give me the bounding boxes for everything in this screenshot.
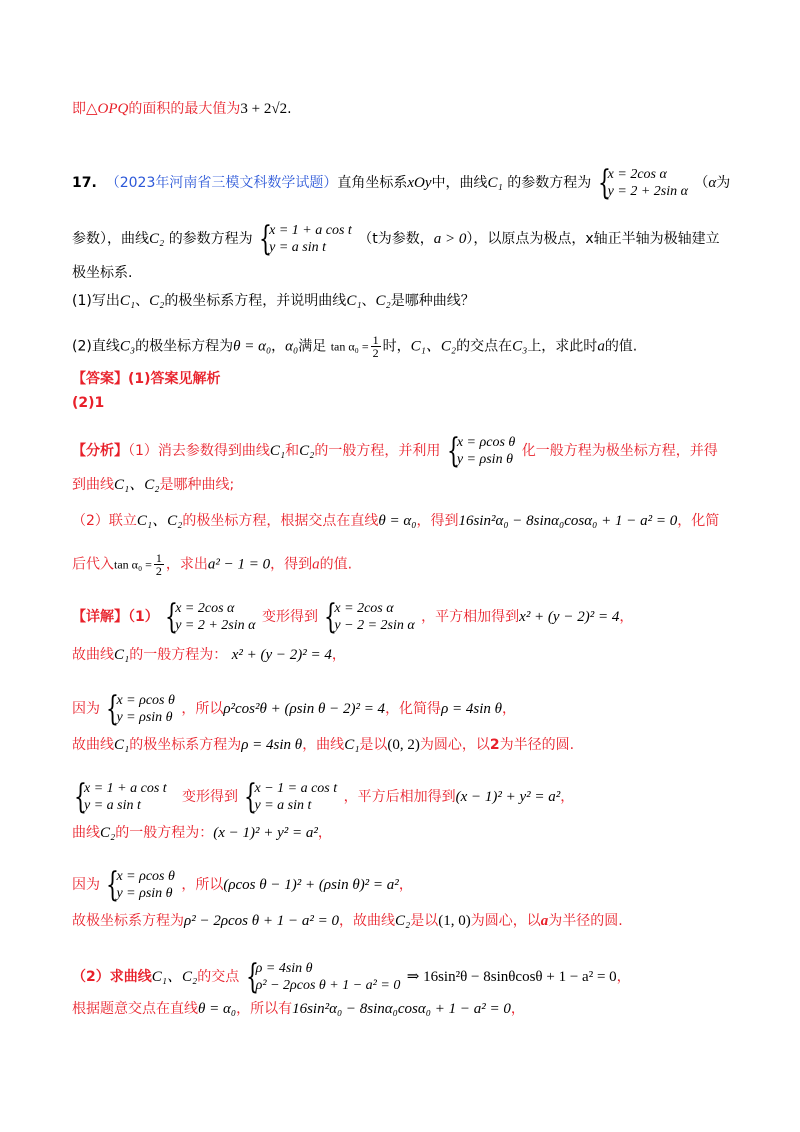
system: { x = 2cos α y − 2 = 2sin α	[324, 597, 415, 637]
math-c1-c2: C₁、C₂	[136, 513, 183, 529]
math-c1: C₁	[487, 175, 503, 191]
denominator: 2	[155, 564, 162, 578]
math-equation: 16sin²α₀ − 8sinα₀cosα₀ + 1 − a² = 0	[458, 513, 678, 529]
text: 的值.	[604, 338, 638, 355]
math-c2: C₂	[149, 293, 165, 309]
math-equation: (x − 1)² + y² = a²	[455, 789, 561, 805]
math-c2: C₂	[100, 825, 116, 841]
text: 参数），曲线	[72, 231, 149, 247]
math-c1: C₁	[346, 293, 362, 309]
problem-17-line3: 极坐标系.	[72, 265, 133, 281]
radius-value: a	[540, 913, 549, 929]
equation: ρ = 4sin θ	[255, 961, 313, 976]
text: 根据题意交点在直线	[72, 1001, 198, 1017]
text: 和	[285, 443, 300, 459]
text: ，	[271, 338, 286, 355]
math-theta-eq: θ = α₀	[233, 338, 272, 355]
equation: x − 1 = a cos t	[254, 781, 338, 796]
fraction-half	[371, 334, 381, 359]
denominator: 2	[372, 346, 379, 360]
math-c2: C₂	[299, 443, 315, 459]
math-equation: ρ = 4sin θ	[441, 701, 503, 717]
text: 为	[716, 175, 731, 191]
equation: y = ρsin θ	[116, 710, 173, 725]
text: 故曲线	[72, 737, 114, 753]
text: ，	[616, 969, 631, 985]
math-equation: ρ = 4sin θ	[241, 737, 303, 753]
math-c1: C₁	[344, 737, 360, 753]
math-equation: (x − 1)² + y² = a²	[213, 825, 318, 841]
detail-line5	[72, 777, 575, 817]
math-c1-c2: C₁、C₂	[151, 969, 198, 985]
text: 中，曲线	[431, 175, 488, 191]
c1-param-system: { x = 2cos α y = 2 + 2sin α	[597, 163, 688, 203]
numerator: 1	[155, 551, 162, 565]
math-c3: C₃	[512, 338, 528, 355]
text: 直角坐标系	[337, 175, 408, 191]
text: 的一般方程为：	[129, 647, 228, 663]
text: （2）求曲线	[72, 969, 152, 985]
text: 上，求此时	[527, 338, 598, 355]
detail-line1	[72, 597, 634, 637]
text: ，	[510, 1001, 525, 1017]
equation: ρ² − 2ρcos θ + 1 − a² = 0	[255, 978, 401, 993]
text: 因为	[72, 701, 100, 717]
equation: x = 1 + a cos t	[269, 223, 352, 238]
detail-line2	[72, 646, 346, 664]
math-c1: C₁	[119, 293, 136, 309]
text: ，得到	[270, 556, 313, 573]
math-equation: ρ²cos²θ + (ρsin θ − 2)² = 4	[223, 701, 386, 717]
text: ，平方后相加得到	[343, 789, 456, 805]
detail-line9	[72, 957, 631, 997]
text: 是哪种曲线？	[390, 293, 475, 309]
math-alpha: α	[708, 175, 717, 191]
equation: y = ρsin θ	[116, 886, 173, 901]
text: ），以原点为极点，x轴正半轴为极轴建立	[466, 231, 720, 247]
math-equation: ρ² − 2ρcos θ + 1 − a² = 0	[184, 913, 339, 929]
detail-line10	[72, 1000, 525, 1018]
equation: x = ρcos θ	[116, 869, 175, 884]
equation: y − 2 = 2sin α	[334, 618, 415, 633]
text: （2）联立	[72, 513, 137, 529]
text: ，	[331, 647, 346, 663]
detail-line8	[72, 912, 623, 930]
math-c1: C₁	[114, 737, 130, 753]
system: { x = ρcos θ y = ρsin θ	[106, 689, 175, 729]
text: ，得到	[416, 513, 459, 529]
max-area-value: 3 + 2√2	[240, 101, 288, 117]
text: 到曲线	[72, 477, 114, 493]
text: 是哪种曲线;	[159, 477, 235, 493]
text: 故极坐标系方程为	[72, 913, 184, 929]
answer-part2: (2)1	[72, 395, 105, 411]
detail-line7	[72, 865, 413, 905]
problem-17-line2	[72, 219, 720, 259]
text: 、	[361, 293, 376, 309]
equation: x = 1 + a cos t	[84, 781, 167, 796]
equation: x = 2cos α	[607, 167, 667, 182]
question-1	[72, 292, 475, 310]
math-a-positive: a > 0	[433, 231, 467, 247]
detail-label: 【详解】	[72, 609, 128, 625]
text: 是以	[410, 913, 439, 929]
equation: y = a sin t	[269, 240, 327, 255]
text: 的一般方程为：	[115, 825, 214, 841]
text: ，	[317, 825, 332, 841]
text: 化一般方程为极坐标方程，并得	[521, 443, 718, 459]
math-c1: C₁	[269, 443, 286, 459]
equation: y = a sin t	[84, 798, 141, 813]
detail-line6	[72, 824, 332, 842]
math-tan: tan α₀ =	[330, 339, 369, 354]
answer-label: 【答案】	[72, 371, 128, 387]
text: 、	[135, 293, 150, 309]
equation: x = 2cos α	[175, 601, 235, 616]
answer-line1	[72, 370, 221, 388]
problem-17-line1	[72, 163, 731, 203]
text: ，	[560, 789, 575, 805]
question-2	[72, 334, 637, 359]
text: 的极坐标系方程，并说明曲线	[164, 293, 347, 309]
text: ，求出	[165, 556, 208, 573]
equation: y = ρsin θ	[456, 452, 513, 467]
math-a: a	[597, 338, 605, 355]
math-c2: C₂	[395, 913, 411, 929]
numerator: 1	[372, 333, 379, 347]
text: 变形得到	[261, 609, 318, 625]
text: 满足	[298, 338, 327, 355]
text: （	[694, 175, 709, 191]
math-xoy: xOy	[407, 175, 432, 191]
math-c2: C₂	[149, 231, 165, 247]
text: 故曲线	[72, 647, 114, 663]
math-theta-eq: θ = α₀	[378, 513, 417, 529]
text: （1）消去参数得到曲线	[128, 443, 270, 459]
math-c2: C₂	[375, 293, 391, 309]
text: 为圆心，以	[419, 737, 490, 753]
math-equation: a² − 1 = 0	[207, 556, 271, 573]
text: (1)写出	[72, 293, 120, 309]
problem-source: （2023年河南省三模文科数学试题）	[105, 175, 338, 191]
text: ，所以	[181, 877, 224, 893]
math-c1-c2: C₁、C₂	[410, 338, 457, 355]
triangle-symbol: △	[86, 101, 98, 117]
text: 的参数方程为	[168, 231, 253, 247]
fraction-half	[154, 552, 164, 577]
text: 曲线	[72, 825, 100, 841]
math-equation: x² + (y − 2)² = 4	[231, 647, 332, 663]
math-a: a	[312, 556, 320, 573]
math-equation: 16sin²α₀ − 8sinα₀cosα₀ + 1 − a² = 0	[292, 1001, 511, 1017]
analysis-line2	[72, 476, 234, 494]
math-c1: C₁	[114, 647, 130, 663]
text: 因为	[72, 877, 100, 893]
prev-conclusion	[72, 100, 292, 118]
text: ，化简得	[385, 701, 442, 717]
text: 是以	[359, 737, 388, 753]
text: 即	[72, 101, 86, 117]
analysis-line3	[72, 512, 719, 530]
text: ，故曲线	[339, 913, 395, 929]
math-c3: C₃	[119, 338, 136, 355]
text: 的极坐标方程为	[135, 338, 234, 355]
text: ，平方相加得到	[421, 609, 520, 625]
text: 为半径的圆.	[499, 737, 575, 753]
radius-value: 2	[489, 737, 500, 753]
text: （1）	[128, 609, 159, 625]
equation: x = ρcos θ	[116, 693, 175, 708]
math-theta-eq: θ = α₀	[198, 1001, 237, 1017]
math-equation: ⇒ 16sin²θ − 8sinθcosθ + 1 − a² = 0	[406, 969, 617, 985]
text: ，曲线	[302, 737, 345, 753]
text: (2)直线	[72, 338, 120, 355]
text: 变形得到	[182, 789, 239, 805]
text: ，所以有	[236, 1001, 293, 1017]
equation: x = 2cos α	[334, 601, 394, 616]
text: .	[287, 101, 292, 117]
equation: x = ρcos θ	[456, 435, 516, 450]
math-point: (1, 0)	[438, 913, 471, 929]
text: （t为参数，	[358, 231, 434, 247]
polar-conversion-system: { x = ρcos θ y = ρsin θ	[446, 431, 516, 471]
text: 的交点	[197, 969, 240, 985]
math-alpha0: α₀	[285, 338, 299, 355]
math-c1-c2: C₁、C₂	[114, 477, 160, 493]
text: 后代入	[72, 556, 114, 573]
system: { x = ρcos θ y = ρsin θ	[106, 865, 175, 905]
system: { ρ = 4sin θ ρ² − 2ρcos θ + 1 − a² = 0	[245, 957, 401, 997]
text: 的极坐标系方程为	[129, 737, 242, 753]
detail-line4	[72, 736, 574, 754]
text: 时，	[382, 338, 411, 355]
math-point: (0, 2)	[387, 737, 420, 753]
system: { x = 1 + a cos t y = a sin t	[74, 777, 167, 817]
problem-number: 17.	[72, 175, 97, 191]
text: 的极坐标方程，根据交点在直线	[182, 513, 379, 529]
equation: y = a sin t	[254, 798, 312, 813]
text: 的面积的最大值为	[128, 101, 241, 117]
text: ，所以	[181, 701, 224, 717]
detail-line3	[72, 689, 517, 729]
c2-param-system: { x = 1 + a cos t y = a sin t	[259, 219, 352, 259]
text: 的值.	[319, 556, 353, 573]
system: { x = 2cos α y = 2 + 2sin α	[165, 597, 256, 637]
text: ，	[502, 701, 517, 717]
math-equation: x² + (y − 2)² = 4	[519, 609, 620, 625]
system: { x − 1 = a cos t y = a sin t	[244, 777, 338, 817]
text: ，化简	[677, 513, 720, 529]
math-equation: (ρcos θ − 1)² + (ρsin θ)² = a²	[223, 877, 399, 893]
text: ，	[398, 877, 413, 893]
text: 为圆心，以	[470, 913, 541, 929]
answer-part1: (1)答案见解析	[128, 371, 221, 387]
text: ，	[619, 609, 634, 625]
math-opq: OPQ	[97, 101, 129, 117]
analysis-line1	[72, 431, 718, 471]
text: 的一般方程，并利用	[314, 443, 441, 459]
text: 的参数方程为	[507, 175, 592, 191]
math-tan: tan α₀ =	[114, 557, 152, 572]
analysis-line4	[72, 552, 352, 577]
equation: y = 2 + 2sin α	[175, 618, 256, 633]
text: 为半径的圆.	[548, 913, 623, 929]
analysis-label: 【分析】	[72, 443, 128, 459]
equation: y = 2 + 2sin α	[607, 184, 688, 199]
text: 的交点在	[456, 338, 513, 355]
